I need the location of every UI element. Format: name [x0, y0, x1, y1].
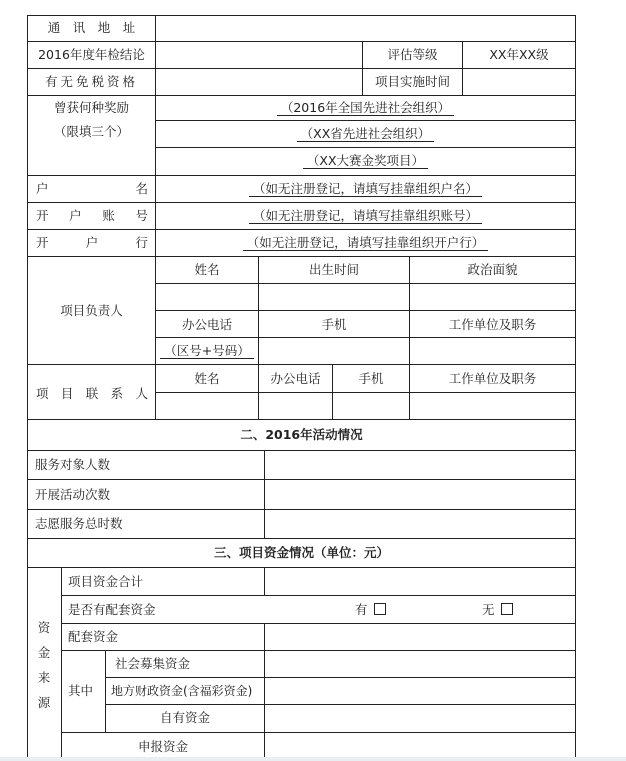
award-item[interactable] — [156, 126, 575, 142]
leader-name-field[interactable] — [157, 285, 257, 309]
volunteer-hours-field[interactable] — [266, 511, 574, 537]
fund-source-char: 来 — [37, 670, 51, 685]
awards-label: 曾获何种奖励 — [53, 100, 129, 115]
bank-hint: （如无注册登记，请填写挂靠组织开户行） — [243, 235, 489, 251]
account-no-label: 开 户 账 号 — [36, 208, 148, 223]
account-no-hint: （如无注册登记，请填写挂靠组织账号） — [249, 208, 482, 224]
leader-mobile-field[interactable] — [260, 339, 408, 363]
leader-employer-header: 工作单位及职务 — [448, 317, 537, 332]
leader-phone-hint: （区号+号码） — [160, 343, 253, 359]
fund-source-char: 源 — [37, 695, 51, 710]
activity-count-label: 开展活动次数 — [35, 487, 111, 502]
local-fund-label: 地方财政资金(含福彩资金) — [111, 684, 253, 698]
matching-question-label: 是否有配套资金 — [68, 602, 156, 617]
own-fund-field[interactable] — [266, 706, 574, 731]
account-name-field[interactable] — [156, 181, 575, 197]
annual-check-field[interactable] — [157, 43, 361, 67]
matching-fund-field[interactable] — [266, 625, 574, 649]
award-item[interactable] — [156, 100, 575, 116]
checkbox-icon[interactable] — [501, 603, 513, 615]
contact-mobile-header: 手机 — [358, 371, 384, 386]
bank-field[interactable] — [156, 235, 575, 251]
contact-name-header: 姓名 — [194, 371, 220, 386]
contact-name-field[interactable] — [157, 394, 257, 418]
account-no-field[interactable] — [156, 208, 575, 224]
fund-total-field[interactable] — [266, 569, 574, 594]
tax-exempt-field[interactable] — [157, 70, 361, 94]
section3-title: 三、项目资金情况（单位：元） — [213, 545, 389, 560]
matching-no-label: 无 — [482, 602, 495, 617]
leader-mobile-header: 手机 — [321, 317, 347, 332]
grade-label: 评估等级 — [387, 47, 438, 62]
matching-yes-option[interactable] — [355, 602, 386, 618]
local-fund-field[interactable] — [266, 679, 574, 703]
account-name-label: 户 名 — [36, 181, 148, 196]
contact-employer-field[interactable] — [411, 394, 574, 418]
award-item-text: （2016年全国先进社会组织） — [277, 100, 454, 116]
contact-label: 项 目 联 系 人 — [36, 386, 148, 401]
social-fund-label: 社会募集资金 — [115, 656, 191, 671]
matching-no-option[interactable] — [482, 602, 513, 618]
account-name-hint: （如无注册登记，请填写挂靠组织户名） — [249, 181, 482, 197]
social-fund-field[interactable] — [266, 652, 574, 676]
own-fund-label: 自有资金 — [159, 710, 210, 725]
award-item-text: （XX省先进社会组织） — [297, 126, 435, 142]
apply-fund-label: 申报资金 — [137, 739, 188, 754]
among-label: 其中 — [68, 683, 94, 698]
leader-politics-header: 政治面貌 — [467, 262, 518, 277]
matching-fund-label: 配套资金 — [68, 629, 119, 644]
leader-name-header: 姓名 — [194, 262, 220, 277]
service-count-field[interactable] — [266, 452, 574, 478]
awards-limit-label: （限填三个） — [53, 124, 129, 139]
contact-phone-field[interactable] — [260, 394, 331, 418]
leader-label: 项目负责人 — [60, 303, 123, 318]
fund-source-char: 资 — [37, 620, 51, 635]
fund-total-label: 项目资金合计 — [68, 574, 144, 589]
fund-source-char: 金 — [37, 645, 51, 660]
impl-time-label: 项目实施时间 — [374, 74, 450, 89]
matching-yes-label: 有 — [355, 602, 368, 617]
service-count-label: 服务对象人数 — [35, 457, 111, 472]
address-label: 通 讯 地 址 — [47, 20, 136, 35]
leader-politics-field[interactable] — [411, 285, 574, 309]
leader-birth-field[interactable] — [260, 285, 408, 309]
contact-mobile-field[interactable] — [334, 394, 408, 418]
bottom-scroll-band — [0, 757, 626, 761]
award-item-text: （XX大赛金奖项目） — [303, 153, 428, 169]
apply-fund-field[interactable] — [266, 734, 574, 756]
checkbox-icon[interactable] — [374, 603, 386, 615]
volunteer-hours-label: 志愿服务总时数 — [35, 516, 123, 531]
annual-check-label: 2016年度年检结论 — [38, 47, 145, 62]
tax-exempt-label: 有无免税资格 — [44, 74, 138, 89]
leader-phone-field[interactable] — [156, 343, 258, 359]
leader-employer-field[interactable] — [411, 339, 574, 363]
address-field[interactable] — [157, 17, 574, 39]
award-item[interactable] — [156, 153, 575, 169]
grade-value[interactable]: XX年XX级 — [489, 47, 549, 62]
activity-count-field[interactable] — [266, 481, 574, 508]
section2-title: 二、2016年活动情况 — [240, 427, 363, 442]
contact-phone-header: 办公电话 — [270, 371, 321, 386]
impl-time-field[interactable] — [464, 70, 574, 94]
leader-phone-header: 办公电话 — [181, 317, 232, 332]
leader-birth-header: 出生时间 — [308, 262, 359, 277]
contact-employer-header: 工作单位及职务 — [448, 371, 537, 386]
bank-label: 开 户 行 — [36, 235, 148, 250]
